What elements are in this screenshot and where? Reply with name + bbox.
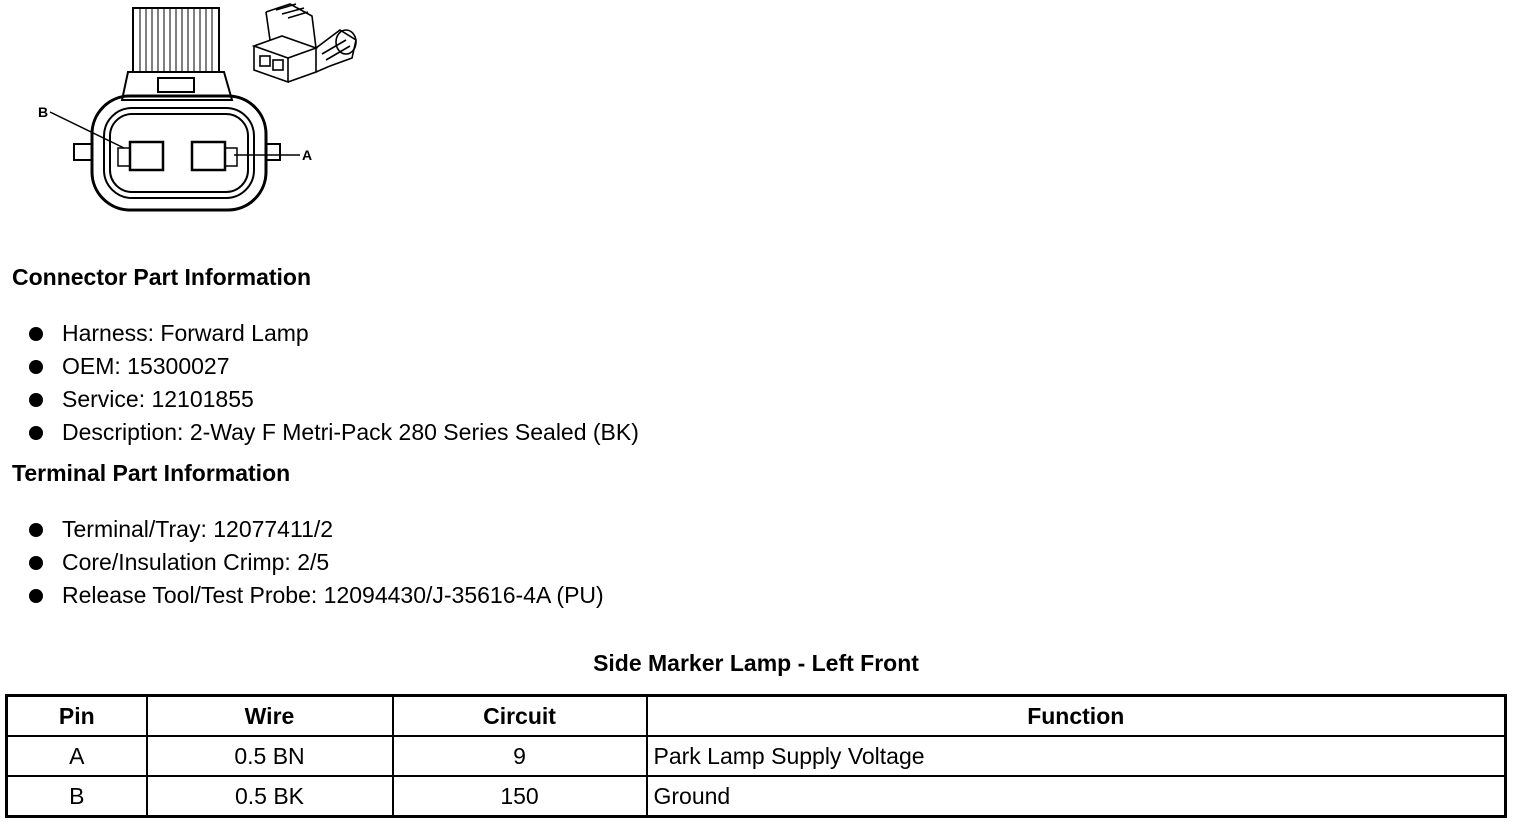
- connector-info-list: [0, 317, 639, 449]
- bullet-icon: [29, 360, 43, 374]
- cell-circuit: 150: [393, 776, 647, 817]
- table-title: Side Marker Lamp - Left Front: [593, 650, 919, 676]
- list-item: Description: 2-Way F Metri-Pack 280 Series Sealed (BK): [0, 416, 639, 449]
- list-item: Service: 12101855: [0, 383, 639, 416]
- connector-isometric-icon: [254, 4, 356, 82]
- cell-pin: B: [7, 776, 147, 817]
- header-pin: Pin: [7, 696, 147, 737]
- header-circuit: Circuit: [393, 696, 647, 737]
- cavity-a: [192, 142, 225, 170]
- bullet-icon: [29, 393, 43, 407]
- list-item: Release Tool/Test Probe: 12094430/J-35616-4A (PU): [0, 579, 604, 612]
- header-wire: Wire: [147, 696, 393, 737]
- list-item: Core/Insulation Crimp: 2/5: [0, 546, 604, 579]
- pin-label-a: A: [302, 147, 313, 163]
- pinout-table: [5, 694, 1507, 818]
- bullet-icon: [29, 327, 43, 341]
- table-row: [7, 736, 1506, 776]
- list-item: OEM: 15300027: [0, 350, 639, 383]
- bullet-icon: [29, 426, 43, 440]
- cell-function: Park Lamp Supply Voltage: [647, 736, 1506, 776]
- list-item: Terminal/Tray: 12077411/2: [0, 513, 604, 546]
- list-item: Harness: Forward Lamp: [0, 317, 639, 350]
- bullet-icon: [29, 556, 43, 570]
- connector-info-heading: Connector Part Information: [12, 264, 312, 290]
- header-function: Function: [647, 696, 1506, 737]
- cell-circuit: 9: [393, 736, 647, 776]
- cell-wire: 0.5 BK: [147, 776, 393, 817]
- bullet-icon: [29, 523, 43, 537]
- terminal-info-heading: Terminal Part Information: [12, 460, 291, 486]
- connector-diagram: [0, 0, 380, 220]
- pin-label-b: B: [38, 104, 49, 120]
- bullet-icon: [29, 589, 43, 603]
- cell-wire: 0.5 BN: [147, 736, 393, 776]
- cell-function: Ground: [647, 776, 1506, 817]
- cell-pin: A: [7, 736, 147, 776]
- table-row: [7, 776, 1506, 817]
- terminal-info-list: [0, 513, 604, 612]
- cavity-b: [130, 142, 163, 170]
- table-header-row: [7, 696, 1506, 737]
